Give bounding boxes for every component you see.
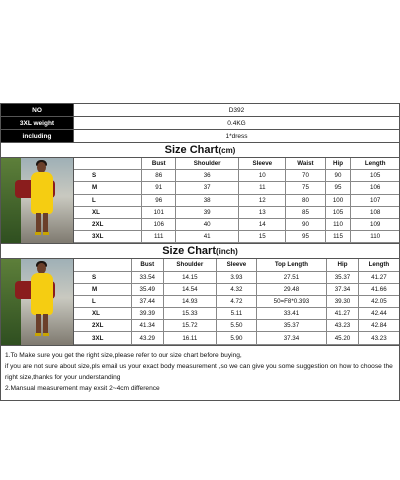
table-cell: 11 [239,182,286,194]
inch-chart-block [0,258,400,345]
inch-chart-title-text: Size Chart [162,245,216,258]
table-row [74,182,399,194]
table-cell: 35.37 [256,320,326,332]
table-cell: 106 [351,182,399,194]
table-cell: 41 [176,231,239,243]
size-label: 3XL [74,231,142,243]
table-header-row [74,158,399,170]
table-cell: 14.15 [163,271,217,283]
column-header: Bust [142,158,176,170]
size-label: M [74,182,142,194]
table-cell: 105 [325,206,351,218]
table-cell: 4.32 [217,283,257,295]
note-line: if you are not sure about size,pls email us your exact body measurement ,so we can give you some suggestion on how to choose the right size,thanks for your understanding [5,362,393,381]
table-cell: 35.37 [327,271,359,283]
table-row [74,170,399,182]
table-row [74,206,399,218]
column-header: Hip [327,259,359,271]
table-cell: 110 [351,231,399,243]
table-cell: 41.27 [358,271,399,283]
table-cell: 80 [286,194,325,206]
table-cell: 33.41 [256,308,326,320]
table-cell: 91 [142,182,176,194]
table-cell: 109 [351,218,399,230]
model-photo [1,158,74,243]
table-row [74,295,399,307]
column-header: Shoulder [176,158,239,170]
table-cell: 14.93 [163,295,217,307]
table-cell: 90 [325,170,351,182]
table-cell: 70 [286,170,325,182]
table-cell: 42.84 [358,320,399,332]
cm-chart-title [0,143,400,157]
table-cell: 43.23 [358,332,399,344]
info-value: 1*dress [74,130,400,143]
table-cell: 27.51 [256,271,326,283]
table-cell: 43.23 [327,320,359,332]
cm-size-table [74,158,399,243]
table-cell: 75 [286,182,325,194]
info-value: 0.4KG [74,117,400,130]
inch-size-table [74,259,399,344]
size-label: L [74,295,131,307]
table-cell: 86 [142,170,176,182]
column-header: Sleeve [239,158,286,170]
table-row [74,332,399,344]
table-cell: 14 [239,218,286,230]
inch-chart-title [0,244,400,258]
size-notes [0,346,400,401]
table-cell: 110 [325,218,351,230]
info-label: NO [1,104,74,117]
model-photo [1,259,74,344]
table-cell: 100 [325,194,351,206]
info-row [1,104,400,117]
table-cell: 39.30 [327,295,359,307]
table-cell: 106 [142,218,176,230]
column-header: Sleeve [217,259,257,271]
size-label: 2XL [74,320,131,332]
table-cell: 40 [176,218,239,230]
table-cell: 96 [142,194,176,206]
table-row [74,308,399,320]
table-cell: 85 [286,206,325,218]
table-cell: 5.11 [217,308,257,320]
column-header: Length [351,158,399,170]
table-cell: 42.05 [358,295,399,307]
table-cell: 42.44 [358,308,399,320]
cm-chart-block [0,157,400,244]
table-cell: 36 [176,170,239,182]
table-cell: 33.54 [131,271,163,283]
table-cell: 39.39 [131,308,163,320]
table-row [74,218,399,230]
table-row [74,283,399,295]
product-info-table [0,103,400,143]
column-header: Bust [131,259,163,271]
column-header [74,259,131,271]
table-cell: 105 [351,170,399,182]
info-row [1,117,400,130]
table-cell: 14.54 [163,283,217,295]
table-cell: 39 [176,206,239,218]
size-chart-sheet [0,103,400,401]
table-header-row [74,259,399,271]
table-cell: 37 [176,182,239,194]
size-label: S [74,271,131,283]
note-line: 2.Mansual measurement may exsit 2~4cm difference [5,384,160,392]
size-label: 3XL [74,332,131,344]
size-label: M [74,283,131,295]
info-row [1,130,400,143]
size-label: 2XL [74,218,142,230]
cm-chart-unit: (cm) [218,146,236,155]
table-cell: 29.48 [256,283,326,295]
column-header: Shoulder [163,259,217,271]
info-label: 3XL weight [1,117,74,130]
table-cell: 5.90 [217,332,257,344]
size-label: S [74,170,142,182]
table-cell: 43.29 [131,332,163,344]
table-cell: 95 [286,231,325,243]
table-cell: 3.93 [217,271,257,283]
table-cell: 12 [239,194,286,206]
column-header [74,158,142,170]
table-row [74,320,399,332]
column-header: Hip [325,158,351,170]
table-cell: 38 [176,194,239,206]
table-cell: 95 [325,182,351,194]
table-cell: 115 [325,231,351,243]
table-cell: 4.72 [217,295,257,307]
table-cell: 5.50 [217,320,257,332]
table-cell: 45.20 [327,332,359,344]
cm-chart-title-text: Size Chart [164,144,219,156]
table-cell: 37.34 [327,283,359,295]
table-cell: 41.66 [358,283,399,295]
table-cell: 15.72 [163,320,217,332]
table-row [74,231,399,243]
table-cell: 41.27 [327,308,359,320]
table-row [74,271,399,283]
table-cell: 37.44 [131,295,163,307]
table-cell: 10 [239,170,286,182]
note-line: 1.To Make sure you get the right size,please refer to our size chart before buying, [5,351,242,359]
table-cell: 41.34 [131,320,163,332]
size-label: XL [74,206,142,218]
column-header: Length [358,259,399,271]
table-row [74,194,399,206]
info-value: D392 [74,104,400,117]
table-cell: 37.34 [256,332,326,344]
size-label: L [74,194,142,206]
column-header: Waist [286,158,325,170]
size-label: XL [74,308,131,320]
table-cell: 16.11 [163,332,217,344]
info-label: including [1,130,74,143]
table-cell: 15 [239,231,286,243]
table-cell: 13 [239,206,286,218]
table-cell: 108 [351,206,399,218]
table-cell: 107 [351,194,399,206]
table-cell: 111 [142,231,176,243]
table-cell: 50=F8*0.393 [256,295,326,307]
table-cell: 15.33 [163,308,217,320]
column-header: Top Length [256,259,326,271]
table-cell: 35.49 [131,283,163,295]
inch-chart-unit: (inch) [216,247,238,257]
table-cell: 101 [142,206,176,218]
table-cell: 90 [286,218,325,230]
